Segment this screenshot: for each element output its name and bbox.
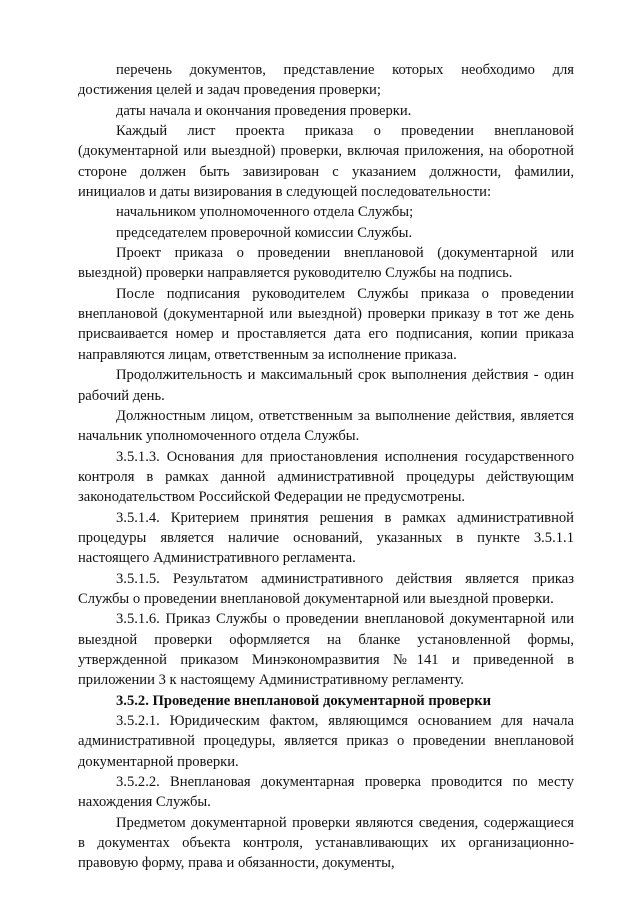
paragraph: Каждый лист проекта приказа о проведении внеплановой (документарной или выездной) проверки, включая приложения, на оборотной стороне должен быть завизирован с указанием должности, фамилии, инициалов и даты визирования в следующей последовательности: (78, 123, 574, 201)
paragraph: даты начала и окончания проведения проверки. (116, 102, 412, 119)
paragraph: Проект приказа о проведении внеплановой (документарной или выездной) проверки направляется руководителю Службы на подпись. (78, 245, 574, 282)
paragraph: 3.5.2.1. Юридическим фактом, являющимся основанием для начала административной процедуры, является приказ о проведении внеплановой документарной проверки. (78, 713, 574, 770)
paragraph: председателем проверочной комиссии Службы. (116, 224, 413, 241)
paragraph: 3.5.2.2. Внеплановая документарная проверка проводится по месту нахождения Службы. (78, 774, 574, 811)
paragraph: Должностным лицом, ответственным за выполнение действия, является начальник уполномоченного отдела Службы. (78, 407, 574, 445)
paragraph: После подписания руководителем Службы приказа о проведении внеплановой (документарной или выездной) проверки приказу в тот же день присваивается номер и проставляется дата его подписания, копии приказа направляются лицам, ответственным за исполнение приказа. (78, 285, 574, 363)
paragraph: Продолжительность и максимальный срок выполнения действия - один рабочий день. (78, 367, 574, 404)
paragraph: 3.5.1.5. Результатом административного действия является приказ Службы о проведении внеплановой документарной или выездной проверки. (78, 570, 574, 607)
paragraph: 3.5.1.6. Приказ Службы о проведении внеплановой документарной или выездной проверки оформляется на бланке установленной формы, утвержденной приказом Минэкономразвития №141 и приведенной в приложении 3 к настоящему Административному регламенту. (78, 611, 574, 689)
section-heading: 3.5.2. Проведение внеплановой документарной проверки (116, 692, 492, 709)
paragraph: перечень документов, представление которых необходимо для достижения целей и задач проведения проверки; (78, 62, 574, 99)
paragraph: 3.5.1.4. Критерием принятия решения в рамках административной процедуры является наличие оснований, указанных в пункте 3.5.1.1 настоящего Административного регламента. (78, 509, 574, 567)
paragraph: 3.5.1.3. Основания для приостановления исполнения государственного контроля в рамках данной административной процедуры действующим законодательством Российской Федерации не предусмотрены. (78, 448, 574, 506)
paragraph: начальником уполномоченного отдела Службы; (116, 204, 414, 221)
paragraph: Предметом документарной проверки являются сведения, содержащиеся в документах объекта контроля, устанавливающих их организационно-правовую форму, права и обязанности, документы, (78, 814, 574, 872)
